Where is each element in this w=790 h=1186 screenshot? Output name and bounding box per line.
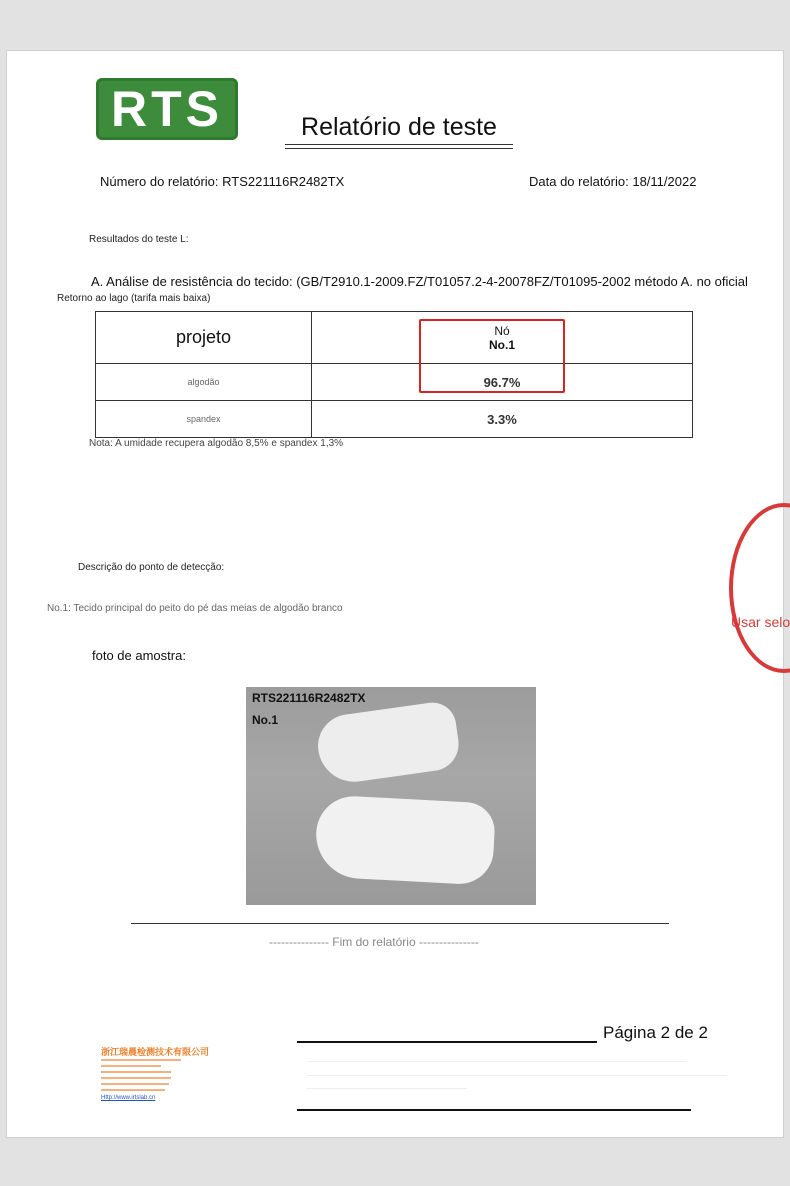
section-a-title: A. Análise de resistência do tecido: (GB/T2910.1-2009.FZ/T01057.2-4-20078FZ/T01095-2002 método A. no oficial xyxy=(91,274,748,289)
company-seal xyxy=(729,503,790,673)
table-row xyxy=(96,364,693,401)
report-title: Relatório de teste xyxy=(301,113,497,141)
company-website-link[interactable]: Http://www.irtslab.cn xyxy=(101,1095,156,1101)
report-date: Data do relatório: 18/11/2022 xyxy=(529,174,697,189)
table-row xyxy=(96,401,693,438)
disclaimer-line-3 xyxy=(307,1088,467,1089)
report-page xyxy=(6,50,790,1138)
row-value: 96.7% xyxy=(312,364,693,401)
sample-photo-heading: foto de amostra: xyxy=(92,648,186,663)
results-table xyxy=(95,311,693,438)
table-header-row xyxy=(96,312,693,364)
report-number: Número do relatório: RTS221116R2482TX xyxy=(100,174,345,189)
highlight-box xyxy=(419,319,565,393)
photo-label-sample: No.1 xyxy=(252,713,279,727)
detection-heading: Descrição do ponto de detecção: xyxy=(78,562,225,573)
seal-label: Usar selo xyxy=(731,614,790,630)
footer-rule-bottom xyxy=(297,1109,691,1111)
page-number: Página 2 de 2 xyxy=(603,1023,708,1042)
results-heading: Resultados do teste L: xyxy=(89,234,189,245)
sock-image-top xyxy=(314,700,462,787)
return-note: Retorno ao lago (tarifa mais baixa) xyxy=(57,293,211,304)
header-sample-line2: No.1 xyxy=(488,337,515,352)
detection-item: No.1: Tecido principal do peito do pé das meias de algodão branco xyxy=(47,603,343,614)
header-project: projeto xyxy=(96,312,312,364)
end-of-report: --------------- Fim do relatório --------------- xyxy=(269,935,479,949)
photo-label-report: RTS221116R2482TX xyxy=(252,691,366,705)
title-underline xyxy=(285,144,513,149)
company-info-line xyxy=(101,1089,165,1091)
end-divider xyxy=(131,923,669,924)
sock-image-bottom xyxy=(314,794,496,885)
header-sample-line1: Nó xyxy=(494,323,510,338)
row-item: algodão xyxy=(96,364,312,401)
company-info-line xyxy=(101,1059,181,1061)
sample-photo xyxy=(246,687,536,905)
humidity-note: Nota: A umidade recupera algodão 8,5% e spandex 1,3% xyxy=(89,438,344,449)
disclaimer-line-2 xyxy=(307,1075,727,1076)
footer-rule-top xyxy=(297,1041,597,1043)
rts-logo: RTS xyxy=(96,78,238,140)
row-item: spandex xyxy=(96,401,312,438)
company-name: 浙江瑞晨检测技术有限公司 xyxy=(101,1047,210,1057)
company-info-line xyxy=(101,1065,161,1067)
company-info-line xyxy=(101,1077,171,1079)
company-info-line xyxy=(101,1083,169,1085)
company-info-line xyxy=(101,1071,171,1073)
row-value: 3.3% xyxy=(312,401,693,438)
disclaimer-line-1 xyxy=(307,1061,687,1062)
